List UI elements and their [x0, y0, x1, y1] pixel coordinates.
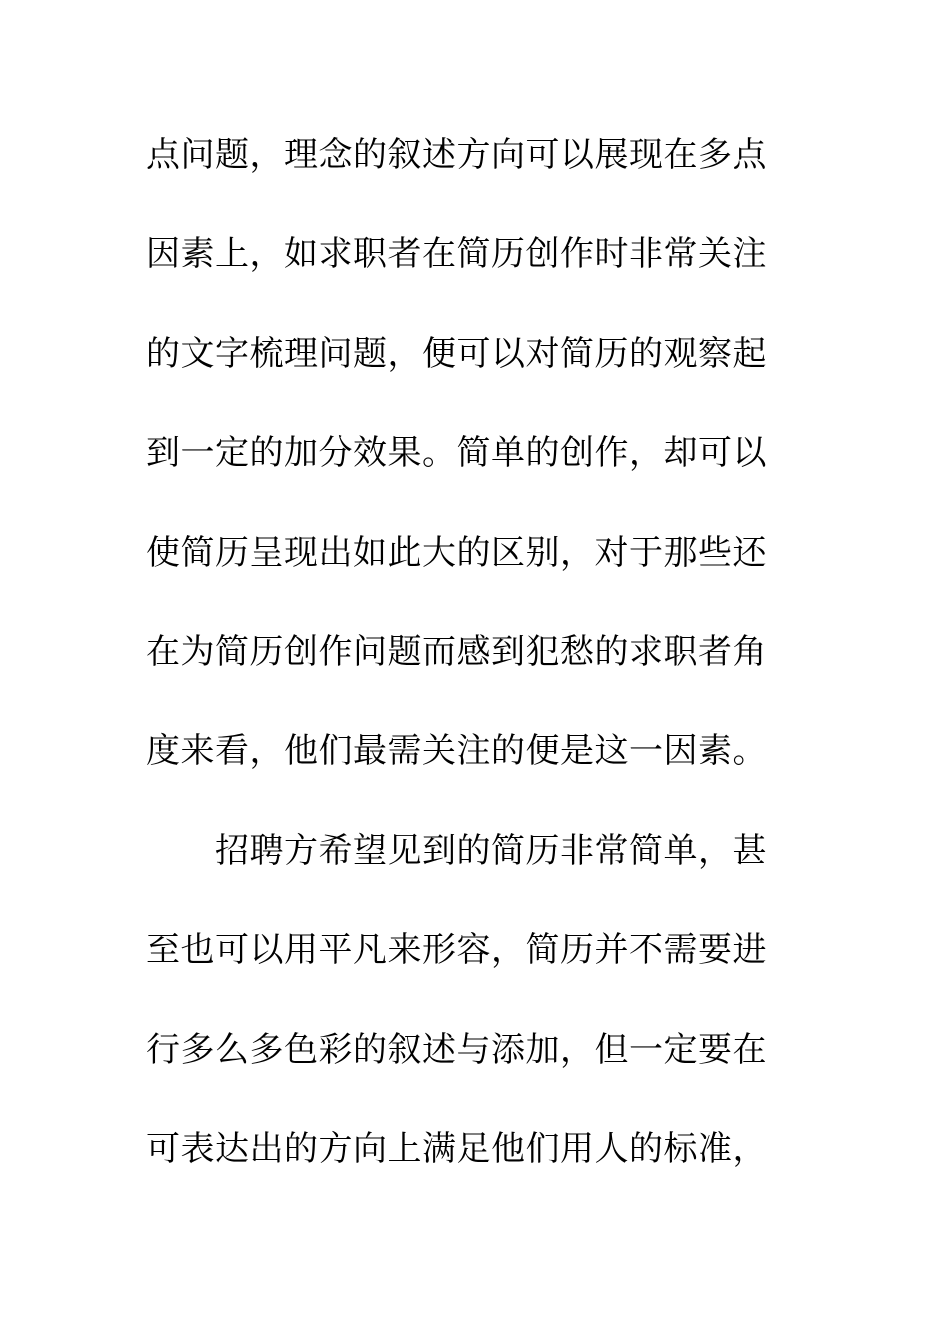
- text-line-7: 度来看，他们最需关注的便是这一因素。: [146, 731, 767, 771]
- paragraph-start-line: 招聘方希望见到的简历非常简单，甚: [215, 831, 767, 871]
- text-line-3: 的文字梳理问题，便可以对简历的观察起: [146, 334, 767, 374]
- text-line-6: 在为简历创作问题而感到犯愁的求职者角: [146, 632, 767, 672]
- text-line-4: 到一定的加分效果。简单的创作，却可以: [146, 433, 767, 473]
- text-line-10: 行多么多色彩的叙述与添加，但一定要在: [146, 1030, 767, 1070]
- text-line-2: 因素上，如求职者在简历创作时非常关注: [146, 234, 767, 274]
- text-line-1: 点问题，理念的叙述方向可以展现在多点: [146, 135, 767, 175]
- text-line-5: 使简历呈现出如此大的区别，对于那些还: [146, 533, 767, 573]
- text-line-9: 至也可以用平凡来形容，简历并不需要进: [146, 930, 767, 970]
- text-line-11: 可表达出的方向上满足他们用人的标准，: [146, 1129, 767, 1169]
